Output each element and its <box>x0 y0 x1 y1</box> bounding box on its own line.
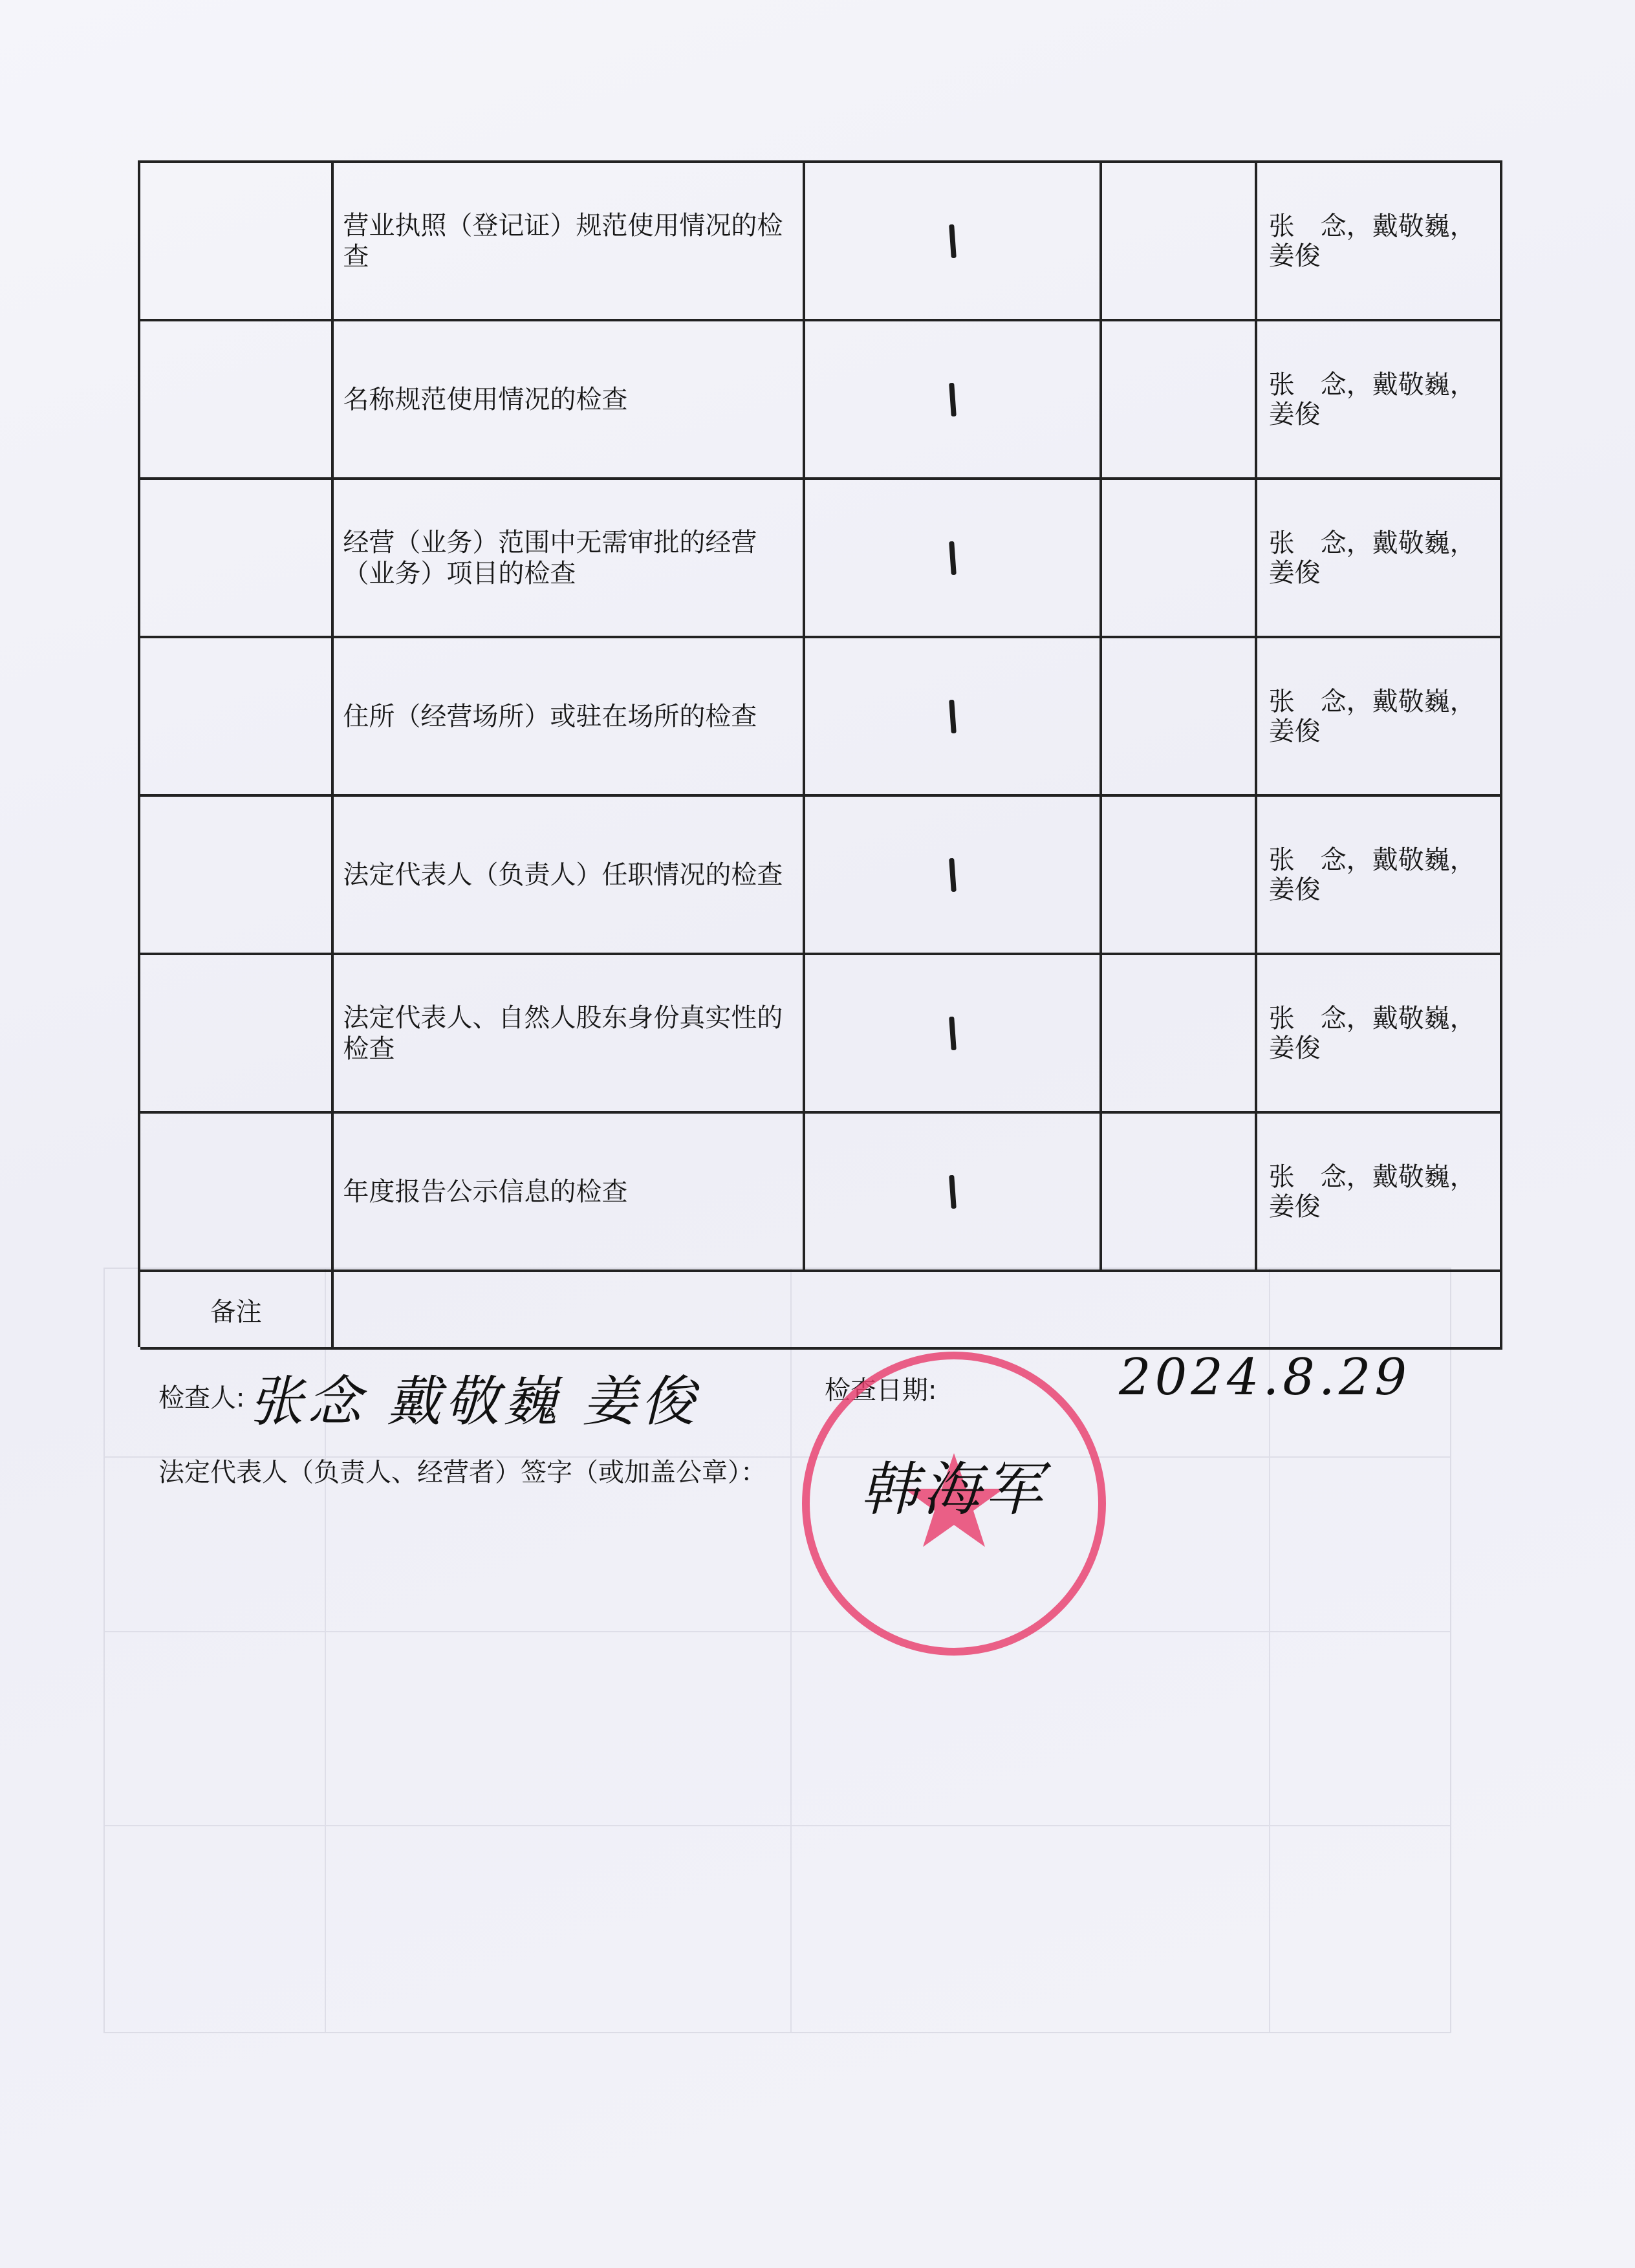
inspector-signature: 张念 戴敬巍 姜俊 <box>249 1370 699 1433</box>
inspection-item: 名称规范使用情况的检查 <box>334 321 805 480</box>
inspection-date-label: 检查日期: <box>825 1376 937 1405</box>
check-mark <box>949 1016 957 1050</box>
inspector-label: 检查人: <box>158 1383 245 1413</box>
inspection-item: 年度报告公示信息的检查 <box>334 1114 805 1272</box>
table-row <box>140 955 1502 1114</box>
remarks-label: 备注 <box>140 1272 334 1350</box>
inspectors-cell: 张 念，戴敬巍，姜俊 <box>1257 955 1502 1114</box>
check-mark <box>949 224 957 257</box>
inspection-item: 营业执照（登记证）规范使用情况的检查 <box>334 163 805 321</box>
check-mark <box>949 699 957 733</box>
inspectors-cell: 张 念，戴敬巍，姜俊 <box>1257 480 1502 638</box>
table-row <box>140 638 1502 797</box>
inspectors-cell: 张 念，戴敬巍，姜俊 <box>1257 163 1502 321</box>
inspectors-cell: 张 念，戴敬巍，姜俊 <box>1257 797 1502 955</box>
table-row <box>140 321 1502 480</box>
inspection-item: 法定代表人（负责人）任职情况的检查 <box>334 797 805 955</box>
check-mark <box>949 541 957 574</box>
table-row <box>140 797 1502 955</box>
inspection-item: 法定代表人、自然人股东身份真实性的检查 <box>334 955 805 1114</box>
remarks-content <box>334 1272 1502 1350</box>
inspectors-cell: 张 念，戴敬巍，姜俊 <box>1257 638 1502 797</box>
inspectors-cell: 张 念，戴敬巍，姜俊 <box>1257 321 1502 480</box>
inspectors-cell: 张 念，戴敬巍，姜俊 <box>1257 1114 1502 1272</box>
inspection-item: 住所（经营场所）或驻在场所的检查 <box>334 638 805 797</box>
table-row <box>140 163 1502 321</box>
inspection-date-handwritten: 2024.8.29 <box>1119 1348 1411 1407</box>
table-row <box>140 1114 1502 1272</box>
remarks-row <box>140 1272 1502 1350</box>
inspection-item: 经营（业务）范围中无需审批的经营（业务）项目的检查 <box>334 480 805 638</box>
check-mark <box>949 382 957 416</box>
legal-representative-label: 法定代表人（负责人、经营者）签字（或加盖公章）： <box>158 1458 766 1487</box>
check-mark <box>949 858 957 891</box>
legal-representative-signature: 韩海军 <box>860 1456 1046 1524</box>
table-row <box>140 480 1502 638</box>
inspection-table <box>138 160 1502 1347</box>
check-mark <box>949 1174 957 1208</box>
